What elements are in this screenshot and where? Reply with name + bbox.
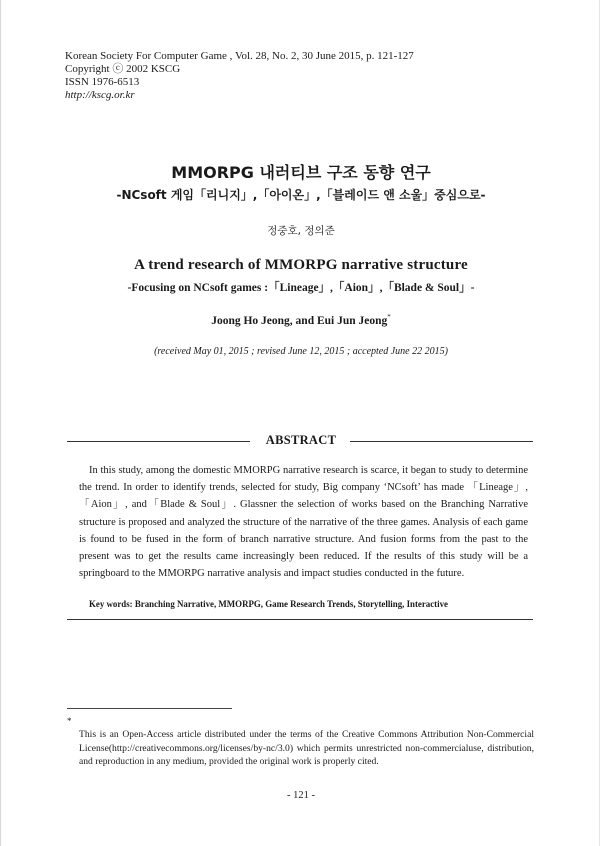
korean-authors: 정중호, 정의준	[267, 225, 335, 237]
korean-subtitle: -NCsoft 게임「리니지」,「아이온」,「블레이드 앤 소울」중심으로-	[116, 188, 486, 202]
footnote-mark: *	[67, 716, 72, 726]
page-number: - 121 -	[287, 790, 315, 801]
english-authors	[1, 313, 600, 327]
keywords: Key words: Branching Narrative, MMORPG, Game Research Trends, Storytelling, Interactive	[89, 599, 448, 609]
journal-header	[65, 50, 414, 102]
english-author-names: Joong Ho Jeong, and Eui Jun Jeong	[211, 314, 388, 327]
korean-title: MMORPG 내러티브 구조 동향 연구	[171, 163, 431, 182]
abstract-heading: ABSTRACT	[265, 433, 337, 447]
copyright-line: Copyright ⓒ 2002 KSCG	[65, 63, 181, 75]
abstract-bottom-rule	[67, 619, 533, 620]
open-access-footnote: This is an Open-Access article distributed under the terms of the Creative Commons Attribution Non-Commercial License(http://creativecommons.org/licenses/by-nc/3.0) which permits unrestricted non-commercialuse, distribution, and reproduction in any medium, provided the original work is properly cited.	[79, 729, 534, 768]
author-footnote-mark: *	[387, 313, 391, 321]
received-dates: (received May 01, 2015 ; revised June 12, 2015 ; accepted June 22 2015)	[154, 346, 448, 357]
abstract-body: In this study, among the domestic MMORPG narrative research is scarce, it began to study to determine the trend. In order to identify trends, selected for study, Big company ‘NCsoft’ has made 「Lineage」, 「Aion」, and「Blade & Soul」. Glassner the selection of works based on the Branching Narrative structure is proposed and analyzed the structure of the narrative of the three games. Analysis of each game is found to be fused in the form of branch narrative structure. And fusion forms from the past to the present was to get the results came increasingly been reduced. If the results of this study will be a springboard to the MMORPG narrative analysis and impact studies conducted in the future.	[79, 465, 528, 580]
footnote-rule	[67, 708, 232, 709]
english-subtitle: -Focusing on NCsoft games :「Lineage」,「Aion」,「Blade & Soul」-	[127, 282, 475, 294]
issn-line: ISSN 1976-6513	[65, 76, 140, 88]
english-title: A trend research of MMORPG narrative structure	[134, 257, 468, 273]
journal-url-link[interactable]: http://kscg.or.kr	[65, 89, 135, 101]
journal-citation: Korean Society For Computer Game , Vol. 28, No. 2, 30 June 2015, p. 121-127	[65, 50, 414, 62]
abstract-rule-right	[350, 441, 533, 442]
